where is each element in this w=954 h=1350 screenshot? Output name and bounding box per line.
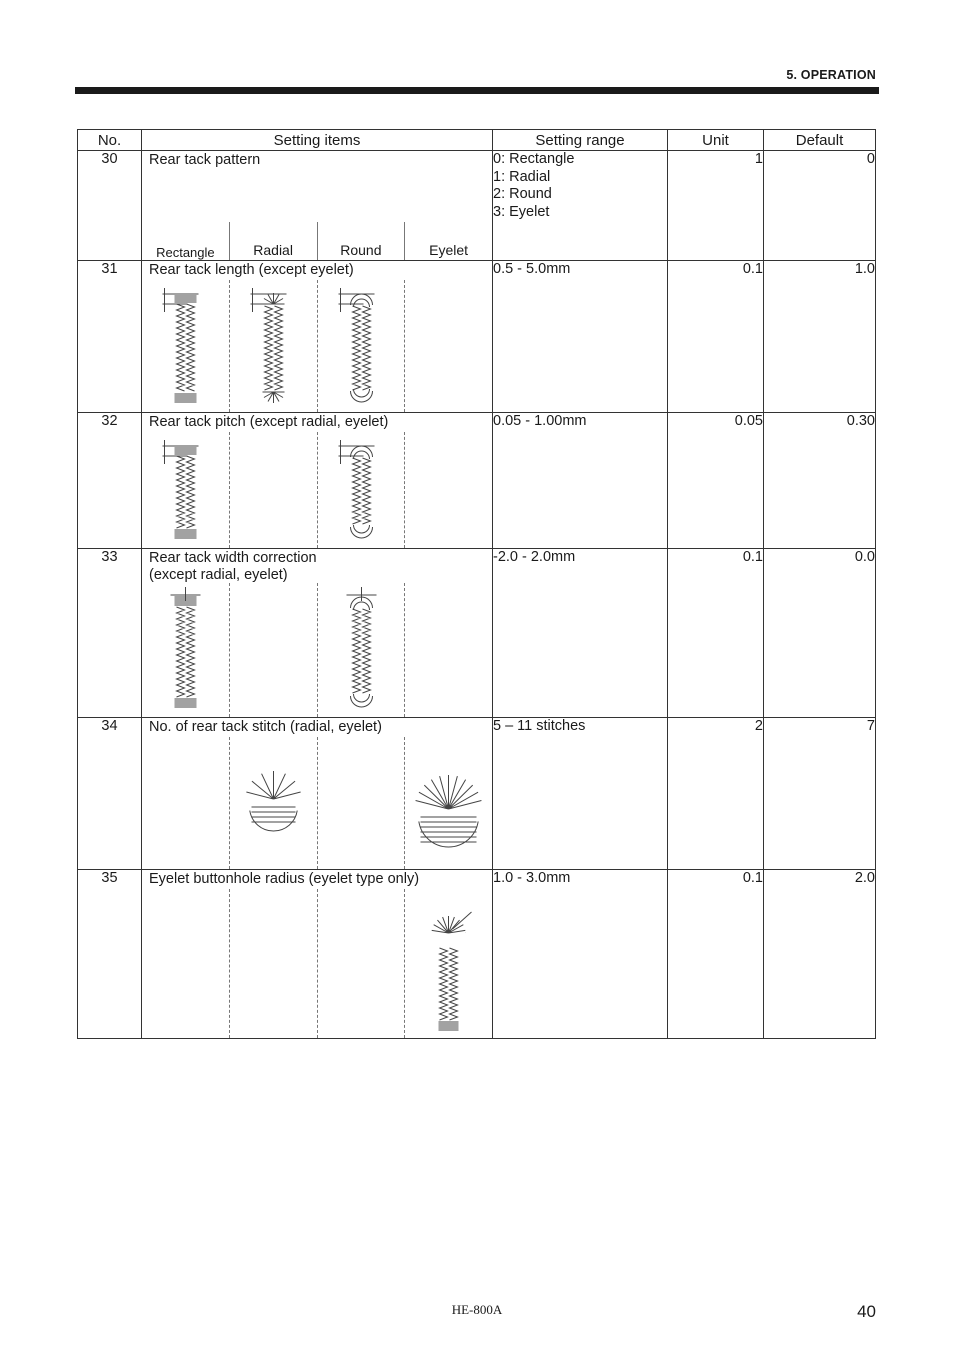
- round-tack-icon: [317, 583, 405, 717]
- rectangle-tack-icon: [142, 280, 229, 412]
- column-header-unit: Unit: [668, 130, 764, 151]
- pattern-label-round: Round: [340, 242, 382, 258]
- setting-item-label: [142, 549, 492, 584]
- table-header-row: [78, 130, 876, 151]
- rectangle-tack-icon: [142, 432, 229, 548]
- radial-tack-icon-graphic: [230, 280, 317, 412]
- default-cell: 1.0: [764, 261, 876, 413]
- round-column-empty: [317, 737, 405, 869]
- eyelet-stitch-count-icon-graphic: [405, 737, 492, 869]
- unit-cell: 0.1: [668, 261, 764, 413]
- round-tack-icon: [317, 432, 405, 548]
- table-row: [78, 870, 876, 1039]
- setting-item-cell: [142, 261, 493, 413]
- radial-column-empty: [229, 889, 317, 1038]
- setting-item-cell: [142, 549, 493, 718]
- eyelet-column-empty: [404, 280, 492, 412]
- setting-range-cell: [493, 549, 668, 718]
- range-value: 0.5 - 5.0mm: [493, 261, 571, 277]
- rectangle-tack-icon-graphic: [142, 280, 229, 412]
- round-tack-icon: [317, 280, 405, 412]
- default-cell: 7: [764, 718, 876, 870]
- row-number: 35: [78, 870, 142, 1039]
- default-cell: 2.0: [764, 870, 876, 1039]
- default-cell: 0.30: [764, 413, 876, 549]
- radial-column-empty: [229, 583, 317, 717]
- rectangle-column-empty: [142, 889, 229, 1038]
- pattern-label-strip: [142, 222, 492, 260]
- setting-item-cell: [142, 151, 493, 261]
- setting-item-label-line: Rear tack width correction: [149, 550, 317, 566]
- row-number: 33: [78, 549, 142, 718]
- pattern-label-radial: Radial: [253, 242, 293, 258]
- column-header-setting-range: Setting range: [493, 130, 668, 151]
- rectangle-tack-icon-graphic: [142, 432, 229, 548]
- table-row: [78, 261, 876, 413]
- row-number: 31: [78, 261, 142, 413]
- eyelet-stitch-count-icon: [404, 737, 492, 869]
- unit-cell: 2: [668, 718, 764, 870]
- column-header-default: Default: [764, 130, 876, 151]
- setting-item-label: Rear tack length (except eyelet): [149, 262, 354, 278]
- setting-range-cell: [493, 718, 668, 870]
- row-number: 30: [78, 151, 142, 261]
- table-row: [78, 718, 876, 870]
- unit-cell: 0.05: [668, 413, 764, 549]
- range-value: -2.0 - 2.0mm: [493, 549, 576, 565]
- rectangle-tack-icon: [142, 583, 229, 717]
- table-row: [78, 413, 876, 549]
- round-tack-icon-graphic: [318, 432, 405, 548]
- setting-range-cell: [493, 151, 668, 261]
- setting-item-cell: [142, 870, 493, 1039]
- pattern-label-rectangle: Rectangle: [156, 245, 215, 260]
- setting-item-label-line: (except radial, eyelet): [149, 567, 288, 583]
- range-option-eyelet: 3: Eyelet: [493, 203, 550, 220]
- unit-cell: 0.1: [668, 549, 764, 718]
- table-row: [78, 549, 876, 718]
- default-cell: 0.0: [764, 549, 876, 718]
- setting-item-label: No. of rear tack stitch (radial, eyelet): [149, 719, 382, 735]
- setting-item-cell: [142, 413, 493, 549]
- round-column-empty: [317, 889, 405, 1038]
- column-header-setting-items: Setting items: [142, 130, 493, 151]
- setting-item-label: Rear tack pattern: [149, 152, 261, 168]
- eyelet-tack-icon-graphic: [405, 889, 492, 1038]
- row-number: 32: [78, 413, 142, 549]
- footer-model: HE-800A: [451, 1302, 503, 1317]
- range-option-radial: 1: Radial: [493, 168, 551, 185]
- round-tack-icon-graphic: [318, 583, 405, 717]
- rectangle-tack-icon-graphic: [142, 583, 229, 717]
- row-number: 34: [78, 718, 142, 870]
- pattern-label-eyelet: Eyelet: [429, 242, 469, 258]
- header-rule: [75, 87, 879, 94]
- setting-range-cell: [493, 261, 668, 413]
- radial-tack-icon: [229, 280, 317, 412]
- settings-table: [77, 129, 876, 1039]
- setting-item-label: Rear tack pitch (except radial, eyelet): [149, 414, 389, 430]
- range-option-rectangle: 0: Rectangle: [493, 151, 575, 167]
- setting-item-cell: [142, 718, 493, 870]
- page-number: 40: [857, 1302, 876, 1321]
- setting-range-cell: [493, 870, 668, 1039]
- unit-cell: 0.1: [668, 870, 764, 1039]
- eyelet-tack-icon: [404, 889, 492, 1038]
- table-row: [78, 151, 876, 261]
- unit-cell: 1: [668, 151, 764, 261]
- radial-stitch-count-icon: [229, 737, 317, 869]
- eyelet-column-empty: [404, 583, 492, 717]
- section-header: 5. OPERATION: [786, 68, 876, 82]
- range-option-round: 2: Round: [493, 186, 552, 202]
- column-header-no: No.: [78, 130, 142, 151]
- eyelet-column-empty: [404, 432, 492, 548]
- radial-column-empty: [229, 432, 317, 548]
- setting-item-label: Eyelet buttonhole radius (eyelet type only): [149, 871, 420, 887]
- setting-range-cell: [493, 413, 668, 549]
- rectangle-column-empty: [142, 737, 229, 869]
- range-value: 5 – 11 stitches: [493, 718, 586, 734]
- range-value: 0.05 - 1.00mm: [493, 413, 587, 429]
- round-tack-icon-graphic: [318, 280, 405, 412]
- default-cell: 0: [764, 151, 876, 261]
- range-value: 1.0 - 3.0mm: [493, 870, 571, 886]
- radial-stitch-count-icon-graphic: [230, 737, 317, 869]
